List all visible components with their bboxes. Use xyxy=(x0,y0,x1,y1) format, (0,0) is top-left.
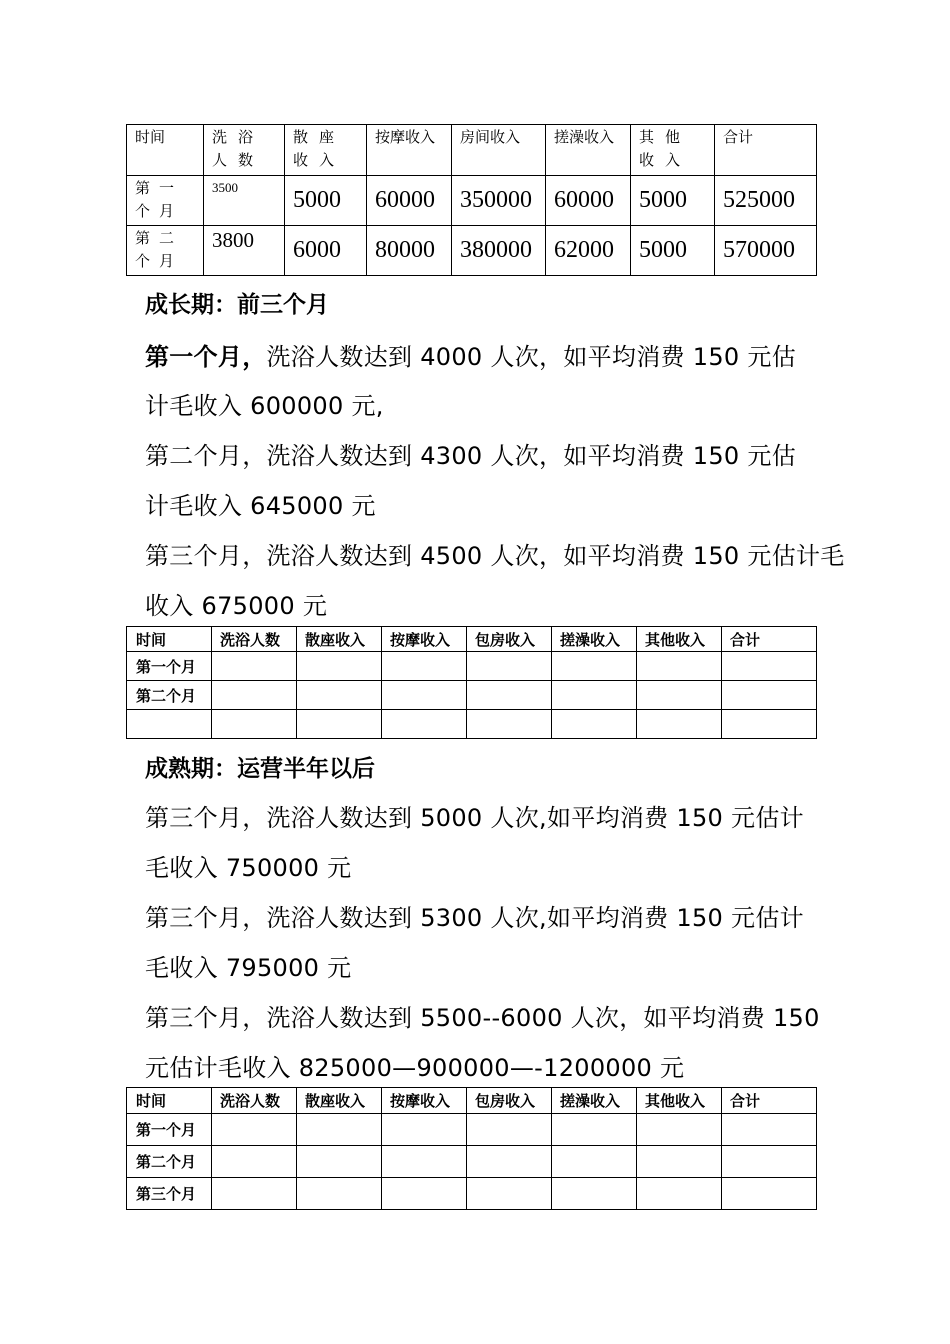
table-cell xyxy=(212,652,297,681)
row-label: 第二个月 xyxy=(127,226,204,276)
revenue-table-growth xyxy=(126,626,817,739)
header-cell: 搓澡收入 xyxy=(546,125,631,176)
table-cell xyxy=(722,710,817,739)
paragraph-line: 计毛收入 645000 元 xyxy=(145,492,376,520)
bold-lead: 第一个月， xyxy=(145,343,267,371)
paragraph-line: 计毛收入 600000 元, xyxy=(145,392,384,420)
table-cell xyxy=(212,1114,297,1146)
table-cell: 380000 xyxy=(452,226,546,276)
table-header-row xyxy=(127,1088,817,1114)
header-cell: 包房收入 xyxy=(467,1088,552,1114)
table-cell: 60000 xyxy=(546,176,631,226)
header-cell: 按摩收入 xyxy=(382,1088,467,1114)
paragraph-line: 毛收入 750000 元 xyxy=(145,854,352,882)
table-cell xyxy=(467,1114,552,1146)
table-cell xyxy=(722,652,817,681)
revenue-table-mature xyxy=(126,1087,817,1210)
table-cell xyxy=(722,1146,817,1178)
table-cell: 570000 xyxy=(715,226,817,276)
table-cell xyxy=(637,1114,722,1146)
paragraph-line: 第三个月，洗浴人数达到 5500--6000 人次，如平均消费 150 xyxy=(145,1004,820,1032)
paragraph-line: 第三个月，洗浴人数达到 5000 人次,如平均消费 150 元估计 xyxy=(145,804,804,832)
table-cell xyxy=(212,710,297,739)
table-cell xyxy=(382,681,467,710)
table-row xyxy=(127,1114,817,1146)
table-cell xyxy=(297,1146,382,1178)
table-cell: 5000 xyxy=(631,176,715,226)
table-cell xyxy=(637,1146,722,1178)
table-cell: 62000 xyxy=(546,226,631,276)
row-label: 第二个月 xyxy=(127,681,212,710)
table-cell xyxy=(297,652,382,681)
table-cell: 525000 xyxy=(715,176,817,226)
table-cell xyxy=(297,681,382,710)
table-cell xyxy=(552,710,637,739)
paragraph-line: 毛收入 795000 元 xyxy=(145,954,352,982)
table-row xyxy=(127,226,817,276)
header-cell: 其他收入 xyxy=(631,125,715,176)
section-heading-mature: 成熟期：运营半年以后 xyxy=(145,756,375,782)
table-cell xyxy=(552,681,637,710)
table-cell xyxy=(297,1178,382,1210)
table-cell xyxy=(382,1114,467,1146)
paragraph-line: 第三个月，洗浴人数达到 4500 人次，如平均消费 150 元估计毛 xyxy=(145,542,845,570)
table-cell xyxy=(552,652,637,681)
header-cell: 散座收入 xyxy=(297,1088,382,1114)
table-cell: 80000 xyxy=(367,226,452,276)
table-cell xyxy=(637,1178,722,1210)
table-cell xyxy=(552,1146,637,1178)
header-cell: 散座收入 xyxy=(285,125,367,176)
table-cell xyxy=(467,681,552,710)
table-cell xyxy=(382,1146,467,1178)
header-cell: 搓澡收入 xyxy=(552,627,637,652)
table-cell xyxy=(722,1178,817,1210)
table-row xyxy=(127,652,817,681)
table-cell xyxy=(637,710,722,739)
paragraph-line: 第三个月，洗浴人数达到 5300 人次,如平均消费 150 元估计 xyxy=(145,904,804,932)
table-cell xyxy=(637,652,722,681)
header-cell: 按摩收入 xyxy=(367,125,452,176)
header-cell: 房间收入 xyxy=(452,125,546,176)
paragraph-line: 元估计毛收入 825000—900000—-1200000 元 xyxy=(145,1054,685,1082)
table-row xyxy=(127,710,817,739)
table-row xyxy=(127,681,817,710)
table-cell xyxy=(722,1114,817,1146)
table-cell xyxy=(552,1114,637,1146)
header-cell: 时间 xyxy=(127,1088,212,1114)
table-cell xyxy=(382,1178,467,1210)
header-cell: 合计 xyxy=(722,1088,817,1114)
table-cell xyxy=(297,1114,382,1146)
header-cell: 合计 xyxy=(722,627,817,652)
paragraph-line xyxy=(145,337,796,372)
header-cell: 搓澡收入 xyxy=(552,1088,637,1114)
header-cell: 洗浴人数 xyxy=(212,1088,297,1114)
table-header-row xyxy=(127,627,817,652)
row-label: 第一个月 xyxy=(127,1114,212,1146)
table-row xyxy=(127,1178,817,1210)
table-cell xyxy=(467,1178,552,1210)
row-label: 第二个月 xyxy=(127,1146,212,1178)
paragraph-line: 收入 675000 元 xyxy=(145,592,328,620)
table-cell: 5000 xyxy=(285,176,367,226)
table-cell xyxy=(467,710,552,739)
table-cell: 350000 xyxy=(452,176,546,226)
section-heading-growth: 成长期：前三个月 xyxy=(145,292,329,318)
table-cell xyxy=(212,681,297,710)
header-cell: 其他收入 xyxy=(637,1088,722,1114)
table-header-row xyxy=(127,125,817,176)
table-cell: 60000 xyxy=(367,176,452,226)
header-cell: 包房收入 xyxy=(467,627,552,652)
header-cell: 洗浴人数 xyxy=(204,125,285,176)
header-cell: 时间 xyxy=(127,125,204,176)
header-cell: 散座收入 xyxy=(297,627,382,652)
table-cell xyxy=(722,681,817,710)
paragraph-text: 洗浴人数达到 4000 人次，如平均消费 150 元估 xyxy=(266,343,797,371)
header-cell: 合计 xyxy=(715,125,817,176)
table-cell: 3500 xyxy=(204,176,285,226)
header-cell: 时间 xyxy=(127,627,212,652)
table-cell xyxy=(552,1178,637,1210)
table-cell xyxy=(467,1146,552,1178)
table-cell xyxy=(212,1178,297,1210)
table-cell xyxy=(297,710,382,739)
table-cell: 6000 xyxy=(285,226,367,276)
row-label: 第一个月 xyxy=(127,652,212,681)
header-cell: 洗浴人数 xyxy=(212,627,297,652)
revenue-table-initial xyxy=(126,124,817,276)
table-cell: 5000 xyxy=(631,226,715,276)
row-label: 第三个月 xyxy=(127,1178,212,1210)
table-cell xyxy=(467,652,552,681)
table-cell xyxy=(637,681,722,710)
table-cell xyxy=(212,1146,297,1178)
table-cell xyxy=(382,710,467,739)
table-row xyxy=(127,1146,817,1178)
header-cell: 按摩收入 xyxy=(382,627,467,652)
paragraph-line: 第二个月，洗浴人数达到 4300 人次，如平均消费 150 元估 xyxy=(145,442,797,470)
table-row xyxy=(127,176,817,226)
table-cell: 3800 xyxy=(204,226,285,276)
header-cell: 其他收入 xyxy=(637,627,722,652)
row-label: 第一个月 xyxy=(127,176,204,226)
row-label xyxy=(127,710,212,739)
table-cell xyxy=(382,652,467,681)
